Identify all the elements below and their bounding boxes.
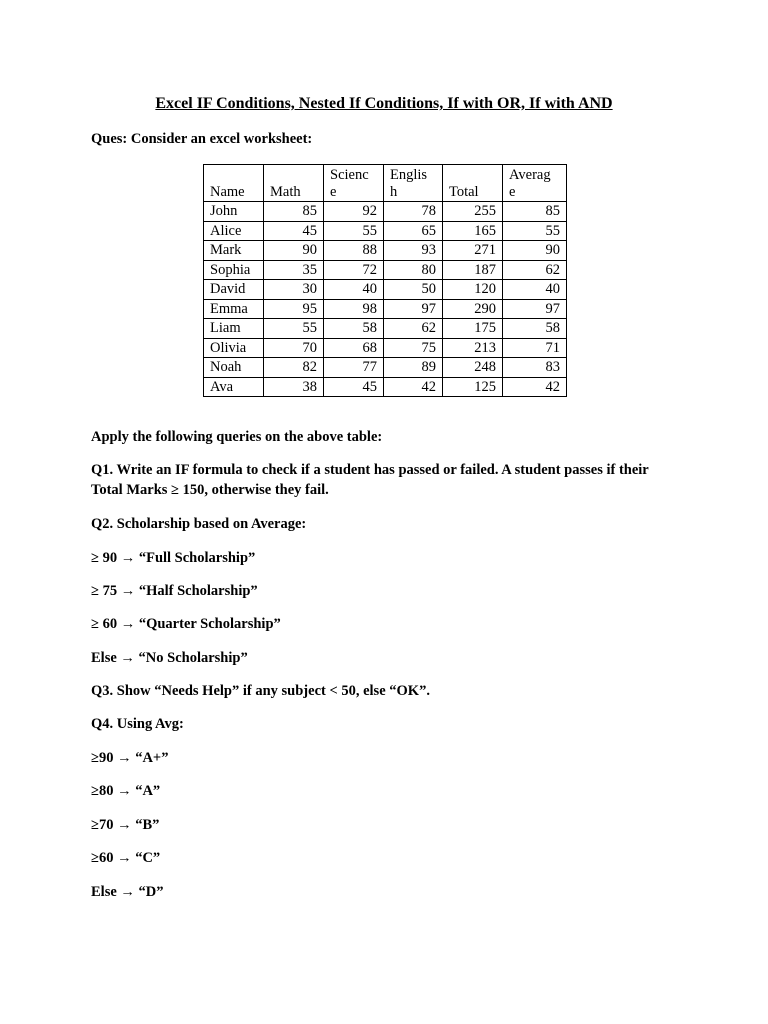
table-cell-value: 175: [443, 319, 503, 339]
q4-option-aplus: ≥90 → “A+”: [91, 750, 169, 766]
table-cell-value: 58: [324, 319, 384, 339]
question-2: Q2. Scholarship based on Average:: [91, 516, 307, 532]
table-cell-name: Noah: [204, 358, 264, 378]
table-cell-value: 68: [324, 338, 384, 358]
table-cell-value: 83: [503, 358, 567, 378]
table-cell-value: 30: [264, 280, 324, 300]
header-average: Averag e: [503, 165, 567, 202]
table-cell-value: 35: [264, 260, 324, 280]
table-cell-value: 55: [324, 221, 384, 241]
table-cell-value: 75: [384, 338, 443, 358]
table-cell-value: 213: [443, 338, 503, 358]
q4-option-d: Else → “D”: [91, 884, 164, 900]
table-cell-value: 42: [503, 377, 567, 397]
table-cell-name: John: [204, 202, 264, 222]
table-row: [204, 377, 567, 397]
table-row: [204, 338, 567, 358]
header-total: Total: [443, 165, 503, 202]
table-cell-value: 50: [384, 280, 443, 300]
table-cell-value: 65: [384, 221, 443, 241]
table-cell-value: 98: [324, 299, 384, 319]
question-intro: Ques: Consider an excel worksheet:: [91, 131, 313, 147]
q2-option-none: Else → “No Scholarship”: [91, 650, 248, 666]
header-science: Scienc e: [324, 165, 384, 202]
table-cell-value: 78: [384, 202, 443, 222]
q4-option-b: ≥70 → “B”: [91, 817, 160, 833]
table-cell-value: 290: [443, 299, 503, 319]
table-body: [204, 202, 567, 397]
table-cell-name: Alice: [204, 221, 264, 241]
header-english: Englis h: [384, 165, 443, 202]
apply-instruction: Apply the following queries on the above table:: [91, 429, 383, 445]
table-row: [204, 280, 567, 300]
table-cell-value: 71: [503, 338, 567, 358]
table-cell-value: 82: [264, 358, 324, 378]
table-cell-value: 62: [503, 260, 567, 280]
table-cell-value: 125: [443, 377, 503, 397]
q2-option-full: ≥ 90 → “Full Scholarship”: [91, 550, 256, 566]
table-cell-value: 97: [384, 299, 443, 319]
table-cell-value: 58: [503, 319, 567, 339]
table-cell-value: 45: [324, 377, 384, 397]
table-cell-value: 97: [503, 299, 567, 319]
question-1: [91, 460, 731, 500]
table-cell-value: 89: [384, 358, 443, 378]
table-cell-value: 72: [324, 260, 384, 280]
table-cell-value: 55: [264, 319, 324, 339]
table-cell-value: 90: [503, 241, 567, 261]
question-4: Q4. Using Avg:: [91, 716, 184, 732]
header-math: Math: [264, 165, 324, 202]
question-3: Q3. Show “Needs Help” if any subject < 50, else “OK”.: [91, 683, 430, 699]
question-1-line-2: Total Marks ≥ 150, otherwise they fail.: [91, 482, 329, 498]
table-cell-value: 85: [503, 202, 567, 222]
table-row: [204, 202, 567, 222]
table-cell-name: Mark: [204, 241, 264, 261]
table-cell-name: Olivia: [204, 338, 264, 358]
table-cell-value: 40: [324, 280, 384, 300]
table-cell-name: Ava: [204, 377, 264, 397]
table-cell-name: Sophia: [204, 260, 264, 280]
table-cell-value: 42: [384, 377, 443, 397]
table-cell-value: 120: [443, 280, 503, 300]
table-cell-value: 45: [264, 221, 324, 241]
table-cell-name: Emma: [204, 299, 264, 319]
table-cell-value: 93: [384, 241, 443, 261]
table-cell-value: 77: [324, 358, 384, 378]
table-cell-value: 88: [324, 241, 384, 261]
table-cell-value: 40: [503, 280, 567, 300]
q2-option-quarter: ≥ 60 → “Quarter Scholarship”: [91, 616, 281, 632]
q4-option-a: ≥80 → “A”: [91, 783, 161, 799]
table-cell-value: 90: [264, 241, 324, 261]
table-row: [204, 358, 567, 378]
table-cell-value: 80: [384, 260, 443, 280]
table-cell-value: 62: [384, 319, 443, 339]
table-cell-name: David: [204, 280, 264, 300]
question-1-line-1: Q1. Write an IF formula to check if a student has passed or failed. A student passes if their: [91, 462, 649, 478]
table-row: [204, 319, 567, 339]
table-cell-value: 255: [443, 202, 503, 222]
table-row: [204, 299, 567, 319]
table-cell-value: 85: [264, 202, 324, 222]
table-cell-value: 92: [324, 202, 384, 222]
table-cell-value: 271: [443, 241, 503, 261]
page-title: Excel IF Conditions, Nested If Conditions, If with OR, If with AND: [155, 95, 613, 112]
table-cell-value: 38: [264, 377, 324, 397]
table-cell-value: 55: [503, 221, 567, 241]
q2-option-half: ≥ 75 → “Half Scholarship”: [91, 583, 258, 599]
table-cell-name: Liam: [204, 319, 264, 339]
q4-option-c: ≥60 → “C”: [91, 850, 161, 866]
table-row: [204, 260, 567, 280]
table-cell-value: 70: [264, 338, 324, 358]
table-cell-value: 95: [264, 299, 324, 319]
header-name: Name: [204, 165, 264, 202]
table-header-row: [204, 165, 567, 202]
table-row: [204, 241, 567, 261]
marks-table: [203, 164, 567, 397]
table-cell-value: 187: [443, 260, 503, 280]
table-cell-value: 248: [443, 358, 503, 378]
table-cell-value: 165: [443, 221, 503, 241]
table-row: [204, 221, 567, 241]
